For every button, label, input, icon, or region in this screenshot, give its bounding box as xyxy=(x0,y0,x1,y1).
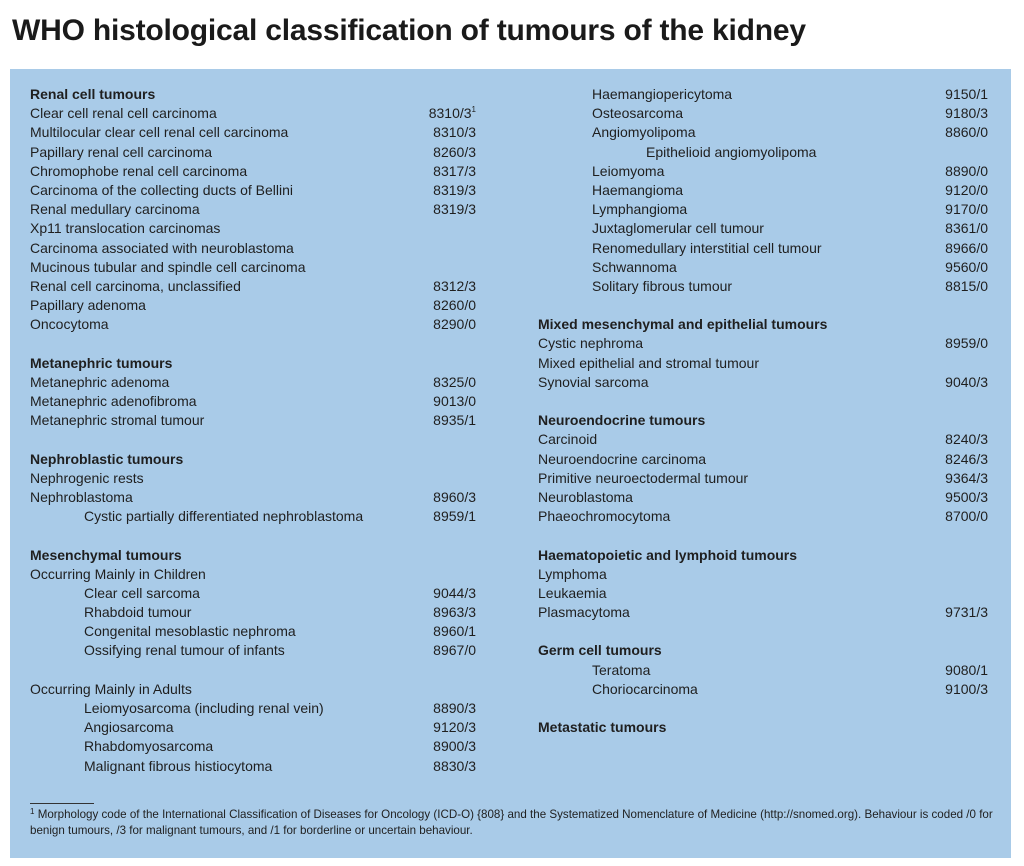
icd-o-code xyxy=(433,123,476,142)
tumour-entry xyxy=(538,373,988,392)
section-heading xyxy=(538,411,988,430)
icd-o-code-value: 8966/0 xyxy=(945,239,988,256)
icd-o-code xyxy=(945,334,988,353)
icd-o-code xyxy=(433,296,476,315)
icd-o-code-value: 8890/3 xyxy=(433,700,476,716)
icd-o-code-value: 8290/0 xyxy=(433,316,476,333)
tumour-name: Renal medullary carcinoma xyxy=(30,201,200,218)
icd-o-code xyxy=(433,162,476,181)
tumour-name: Metanephric adenofibroma xyxy=(30,393,197,409)
section-heading-label: Neuroendocrine tumours xyxy=(538,412,706,429)
tumour-name: Congenital mesoblastic nephroma xyxy=(84,623,296,640)
icd-o-code xyxy=(945,680,988,699)
icd-o-code xyxy=(433,143,476,162)
icd-o-code-value: 8361/0 xyxy=(945,220,988,237)
tumour-entry xyxy=(30,603,480,622)
spacer xyxy=(538,622,988,641)
icd-o-code xyxy=(945,469,988,488)
spacer xyxy=(30,661,480,680)
tumour-entry xyxy=(538,450,988,469)
tumour-entry xyxy=(30,718,480,737)
icd-o-code xyxy=(945,430,988,449)
tumour-name: Nephrogenic rests xyxy=(30,469,144,486)
tumour-entry xyxy=(30,488,480,507)
icd-o-code xyxy=(433,507,476,526)
icd-o-code-value: 8312/3 xyxy=(433,277,476,294)
icd-o-code-value: 9364/3 xyxy=(945,469,988,486)
icd-o-code xyxy=(433,411,476,430)
icd-o-code xyxy=(945,162,988,181)
tumour-entry xyxy=(538,565,988,584)
tumour-name: Cystic nephroma xyxy=(538,335,644,352)
tumour-name: Clear cell renal cell carcinoma xyxy=(30,105,217,122)
icd-o-code xyxy=(945,277,988,296)
spacer xyxy=(538,526,988,545)
icd-o-code-value: 8319/3 xyxy=(433,201,476,218)
tumour-name: Teratoma xyxy=(592,661,651,678)
tumour-entry xyxy=(538,603,988,622)
icd-o-code xyxy=(433,737,476,756)
icd-o-code-value: 9120/3 xyxy=(433,719,476,736)
tumour-name: Renal cell carcinoma, unclassified xyxy=(30,277,241,294)
tumour-name: Primitive neuroectodermal tumour xyxy=(538,469,749,486)
tumour-entry xyxy=(30,181,480,200)
tumour-entry xyxy=(538,143,988,162)
tumour-entry xyxy=(538,162,988,181)
tumour-entry xyxy=(538,104,988,123)
tumour-name: Solitary fibrous tumour xyxy=(592,277,733,294)
tumour-name: Haemangioma xyxy=(592,181,684,198)
icd-o-code-value: 8890/0 xyxy=(945,162,988,179)
tumour-entry xyxy=(30,699,480,718)
tumour-entry xyxy=(30,123,480,142)
icd-o-code xyxy=(945,104,988,123)
tumour-name: Renomedullary interstitial cell tumour xyxy=(592,239,822,256)
icd-o-code-value: 9170/0 xyxy=(945,201,988,218)
icd-o-code xyxy=(433,392,476,411)
tumour-name: Epithelioid angiomyolipoma xyxy=(646,143,817,160)
page-title: WHO histological classification of tumours of the kidney xyxy=(12,14,806,47)
tumour-name: Angiomyolipoma xyxy=(592,124,696,141)
tumour-entry xyxy=(30,392,480,411)
tumour-entry xyxy=(538,584,988,603)
icd-o-code xyxy=(433,641,476,660)
section-heading-label: Metastatic tumours xyxy=(538,719,667,736)
icd-o-code-value: 8815/0 xyxy=(945,277,988,294)
tumour-name: Xp11 translocation carcinomas xyxy=(30,220,221,237)
tumour-entry xyxy=(538,488,988,507)
tumour-name: Juxtaglomerular cell tumour xyxy=(592,220,764,237)
tumour-name: Phaeochromocytoma xyxy=(538,508,671,525)
icd-o-code-value: 8960/1 xyxy=(433,623,476,640)
icd-o-code-value: 8960/3 xyxy=(433,488,476,505)
section-heading xyxy=(30,354,480,373)
tumour-name: Carcinoma associated with neuroblastoma xyxy=(30,239,294,256)
footnote xyxy=(30,807,1005,839)
section-heading xyxy=(30,450,480,469)
right-column xyxy=(538,85,988,737)
tumour-name: Papillary renal cell carcinoma xyxy=(30,143,213,160)
icd-o-code xyxy=(945,200,988,219)
section-heading xyxy=(538,718,988,737)
icd-o-code xyxy=(433,718,476,737)
icd-o-code xyxy=(945,488,988,507)
tumour-entry xyxy=(538,430,988,449)
icd-o-code-value: 9560/0 xyxy=(945,258,988,275)
tumour-entry xyxy=(538,334,988,353)
icd-o-code-value: 8260/3 xyxy=(433,143,476,160)
icd-o-code xyxy=(433,277,476,296)
tumour-name: Lymphoma xyxy=(538,565,607,582)
tumour-name: Occurring Mainly in Children xyxy=(30,565,206,582)
tumour-entry xyxy=(30,296,480,315)
tumour-name: Mixed epithelial and stromal tumour xyxy=(538,354,759,371)
tumour-entry xyxy=(30,584,480,603)
icd-o-code-value: 8240/3 xyxy=(945,431,988,448)
icd-o-code xyxy=(945,85,988,104)
tumour-entry xyxy=(538,85,988,104)
tumour-entry xyxy=(30,737,480,756)
icd-o-code xyxy=(945,123,988,142)
tumour-name: Ossifying renal tumour of infants xyxy=(84,642,285,659)
tumour-name: Metanephric stromal tumour xyxy=(30,412,205,429)
icd-o-code-value: 8900/3 xyxy=(433,738,476,755)
tumour-name: Carcinoma of the collecting ducts of Bellini xyxy=(30,181,294,198)
icd-o-code-value: 8325/0 xyxy=(433,373,476,390)
tumour-entry xyxy=(30,200,480,219)
tumour-name: Choriocarcinoma xyxy=(592,680,698,697)
tumour-entry xyxy=(538,680,988,699)
tumour-entry xyxy=(30,143,480,162)
icd-o-code-value: 8860/0 xyxy=(945,124,988,141)
tumour-entry xyxy=(30,315,480,334)
spacer xyxy=(538,699,988,718)
tumour-entry xyxy=(538,123,988,142)
icd-o-code xyxy=(433,584,476,603)
section-heading xyxy=(538,641,988,660)
tumour-name: Nephroblastoma xyxy=(30,488,133,505)
footnote-text: Morphology code of the International Classification of Diseases for Oncology (ICD-O) {808} and the Systematized Nomenclature of Medicine (http://snomed.org). Behaviour is coded /0 for benign tumours, /3 for malignant tumours, and /1 for borderline or uncertain behaviour. xyxy=(30,808,993,837)
icd-o-code-value: 9150/1 xyxy=(945,86,988,102)
icd-o-code-value: 9731/3 xyxy=(945,604,988,621)
tumour-entry xyxy=(30,622,480,641)
icd-o-code xyxy=(945,603,988,622)
tumour-entry xyxy=(30,565,480,584)
tumour-name: Synovial sarcoma xyxy=(538,373,649,390)
spacer xyxy=(30,430,480,449)
icd-o-code-value: 8317/3 xyxy=(433,162,476,179)
icd-o-code xyxy=(945,258,988,277)
icd-o-code xyxy=(433,603,476,622)
tumour-entry xyxy=(30,104,480,123)
tumour-name: Occurring Mainly in Adults xyxy=(30,680,192,697)
tumour-name: Leukaemia xyxy=(538,584,607,601)
tumour-entry xyxy=(538,354,988,373)
icd-o-code-value: 8310/3 xyxy=(428,105,472,122)
tumour-entry xyxy=(30,239,480,258)
section-heading xyxy=(30,85,480,104)
icd-o-code-value: 9013/0 xyxy=(433,393,476,409)
icd-o-code-value: 9044/3 xyxy=(433,584,476,601)
tumour-name: Clear cell sarcoma xyxy=(84,584,200,601)
tumour-entry xyxy=(30,373,480,392)
tumour-entry xyxy=(30,680,480,699)
icd-o-code-value: 9120/0 xyxy=(945,181,988,198)
tumour-entry xyxy=(538,507,988,526)
icd-o-code-value: 8830/3 xyxy=(433,757,476,774)
tumour-entry xyxy=(538,277,988,296)
tumour-name: Neuroendocrine carcinoma xyxy=(538,450,707,467)
icd-o-code-value: 9040/3 xyxy=(945,373,988,390)
section-heading-label: Metanephric tumours xyxy=(30,354,173,371)
tumour-entry xyxy=(538,200,988,219)
icd-o-code xyxy=(945,507,988,526)
tumour-name: Leiomyoma xyxy=(592,162,665,179)
icd-o-code xyxy=(433,200,476,219)
icd-o-code-value: 9100/3 xyxy=(945,680,988,697)
spacer xyxy=(538,296,988,315)
icd-o-code-value: 9180/3 xyxy=(945,105,988,122)
icd-o-code-value: 8935/1 xyxy=(433,412,476,429)
icd-o-code-value: 9080/1 xyxy=(945,661,988,678)
icd-o-code xyxy=(945,219,988,238)
icd-o-code xyxy=(433,488,476,507)
icd-o-code xyxy=(945,373,988,392)
section-heading-label: Haematopoietic and lymphoid tumours xyxy=(538,546,798,563)
tumour-entry xyxy=(538,258,988,277)
icd-o-code-value: 8959/0 xyxy=(945,335,988,352)
tumour-name: Osteosarcoma xyxy=(592,105,684,122)
icd-o-code-value: 9500/3 xyxy=(945,488,988,505)
icd-o-code xyxy=(433,181,476,200)
icd-o-code xyxy=(945,450,988,469)
tumour-entry xyxy=(538,219,988,238)
tumour-entry xyxy=(538,239,988,258)
tumour-name: Neuroblastoma xyxy=(538,488,633,505)
classification-panel xyxy=(10,69,1011,858)
tumour-name: Leiomyosarcoma (including renal vein) xyxy=(84,700,324,716)
tumour-name: Rhabdomyosarcoma xyxy=(84,738,214,755)
icd-o-code-value: 8700/0 xyxy=(945,508,988,525)
section-heading xyxy=(538,315,988,334)
icd-o-code xyxy=(433,315,476,334)
left-column xyxy=(30,85,480,776)
spacer xyxy=(538,392,988,411)
tumour-entry xyxy=(30,757,480,776)
icd-o-code-value: 8963/3 xyxy=(433,604,476,621)
tumour-entry xyxy=(30,641,480,660)
icd-o-code-value: 8310/3 xyxy=(433,124,476,141)
tumour-name: Lymphangioma xyxy=(592,201,688,218)
tumour-name: Oncocytoma xyxy=(30,316,109,333)
icd-o-code xyxy=(945,181,988,200)
icd-o-code xyxy=(433,373,476,392)
section-heading-label: Mesenchymal tumours xyxy=(30,546,182,563)
section-heading xyxy=(538,546,988,565)
section-heading-label: Mixed mesenchymal and epithelial tumours xyxy=(538,316,828,333)
icd-o-code xyxy=(945,239,988,258)
tumour-entry xyxy=(538,469,988,488)
tumour-name: Chromophobe renal cell carcinoma xyxy=(30,162,248,179)
tumour-name: Angiosarcoma xyxy=(84,719,174,736)
icd-o-code xyxy=(429,104,476,123)
tumour-entry xyxy=(30,411,480,430)
tumour-entry xyxy=(30,162,480,181)
tumour-name: Haemangiopericytoma xyxy=(592,86,733,102)
tumour-name: Rhabdoid tumour xyxy=(84,604,192,621)
section-heading xyxy=(30,546,480,565)
tumour-name: Cystic partially differentiated nephroblastoma xyxy=(84,508,364,525)
spacer xyxy=(30,334,480,353)
footnote-reference: 1 xyxy=(471,105,476,115)
spacer xyxy=(30,526,480,545)
tumour-name: Carcinoid xyxy=(538,431,598,448)
icd-o-code-value: 8246/3 xyxy=(945,450,988,467)
icd-o-code xyxy=(433,757,476,776)
tumour-entry xyxy=(538,661,988,680)
tumour-entry xyxy=(30,258,480,277)
tumour-name: Papillary adenoma xyxy=(30,297,146,314)
icd-o-code-value: 8959/1 xyxy=(433,508,476,525)
icd-o-code-value: 8260/0 xyxy=(433,297,476,314)
icd-o-code xyxy=(433,622,476,641)
tumour-entry xyxy=(30,507,480,526)
icd-o-code-value: 8967/0 xyxy=(433,642,476,659)
tumour-name: Malignant fibrous histiocytoma xyxy=(84,757,273,774)
tumour-name: Metanephric adenoma xyxy=(30,373,170,390)
section-heading-label: Renal cell tumours xyxy=(30,86,156,102)
tumour-entry xyxy=(30,277,480,296)
icd-o-code-value: 8319/3 xyxy=(433,181,476,198)
tumour-entry xyxy=(30,219,480,238)
section-heading-label: Nephroblastic tumours xyxy=(30,450,184,467)
tumour-name: Schwannoma xyxy=(592,258,677,275)
icd-o-code xyxy=(433,699,476,718)
tumour-name: Mucinous tubular and spindle cell carcinoma xyxy=(30,258,306,275)
footnote-mark: 1 xyxy=(30,807,35,816)
tumour-name: Multilocular clear cell renal cell carcinoma xyxy=(30,124,289,141)
tumour-entry xyxy=(538,181,988,200)
footnote-rule xyxy=(30,803,94,804)
section-heading-label: Germ cell tumours xyxy=(538,642,662,659)
icd-o-code xyxy=(945,661,988,680)
tumour-entry xyxy=(30,469,480,488)
tumour-name: Plasmacytoma xyxy=(538,604,630,621)
